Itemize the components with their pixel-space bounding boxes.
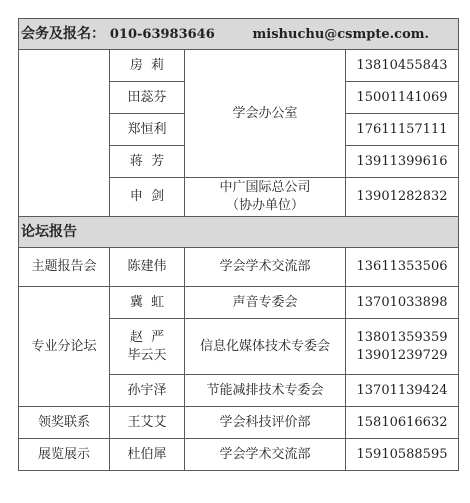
contact-phone: 13901282832: [346, 178, 459, 217]
contact-name: 房 莉: [110, 50, 185, 82]
table-row: [19, 287, 459, 319]
contact-name: 蒋 芳: [110, 146, 185, 178]
contact-phone: 13701139424: [346, 375, 459, 407]
contact-phone-pair: [346, 319, 459, 375]
contact-name-pair: [110, 319, 185, 375]
contact-phone: 13911399616: [346, 146, 459, 178]
contact-name: 郑恒利: [110, 114, 185, 146]
contact-phone: 15001141069: [346, 82, 459, 114]
contact-name: 田蕊芬: [110, 82, 185, 114]
contact-phone: 13701033898: [346, 287, 459, 319]
category-cell: 主题报告会: [19, 248, 110, 287]
contact-name: 杜伯犀: [110, 439, 185, 471]
affairs-phone: 010-63983646: [109, 26, 215, 42]
forum-title: 论坛报告: [19, 217, 459, 248]
contact-phone: 13611353506: [346, 248, 459, 287]
dept-cell: 节能减排技术专委会: [185, 375, 346, 407]
category-cell: 展览展示: [19, 439, 110, 471]
table-row: [19, 439, 459, 471]
contact-phone: 13810455843: [346, 50, 459, 82]
co-org-note: （协办单位）: [225, 198, 304, 213]
category-cell: 领奖联系: [19, 407, 110, 439]
dept-cell: 信息化媒体技术专委会: [185, 319, 346, 375]
office-cell: 学会办公室: [185, 50, 346, 178]
contact-name: 陈建伟: [110, 248, 185, 287]
category-cell: 专业分论坛: [19, 287, 110, 407]
table-row: [19, 248, 459, 287]
contact-name: 赵 严: [129, 329, 165, 345]
forum-header-row: [19, 217, 459, 248]
co-org-name: 中广国际总公司: [219, 180, 311, 195]
table-row: [19, 407, 459, 439]
affairs-title: 会务及报名：: [21, 25, 105, 42]
contact-name: 毕云天: [127, 347, 167, 363]
affairs-header-row: [19, 19, 459, 50]
affairs-category-cell: [19, 50, 110, 217]
contact-phone: 17611157111: [346, 114, 459, 146]
dept-cell: 学会学术交流部: [185, 439, 346, 471]
dept-cell: 学会科技评价部: [185, 407, 346, 439]
contact-name: 冀 虹: [110, 287, 185, 319]
contact-phone: 15910588595: [346, 439, 459, 471]
contact-name: 孙宇泽: [110, 375, 185, 407]
contact-phone: 13901239729: [356, 347, 448, 363]
contact-table: [18, 18, 459, 471]
affairs-header: [19, 19, 459, 50]
table-row: [19, 50, 459, 82]
dept-cell: 声音专委会: [185, 287, 346, 319]
affairs-email: mishuchu@csmpte.com.: [252, 26, 430, 42]
contact-phone: 13801359359: [356, 329, 448, 345]
contact-name: 申 剑: [110, 178, 185, 217]
contact-name: 王艾艾: [110, 407, 185, 439]
contact-phone: 15810616632: [346, 407, 459, 439]
co-org-cell: [185, 178, 346, 217]
dept-cell: 学会学术交流部: [185, 248, 346, 287]
contact-document: [18, 18, 458, 471]
